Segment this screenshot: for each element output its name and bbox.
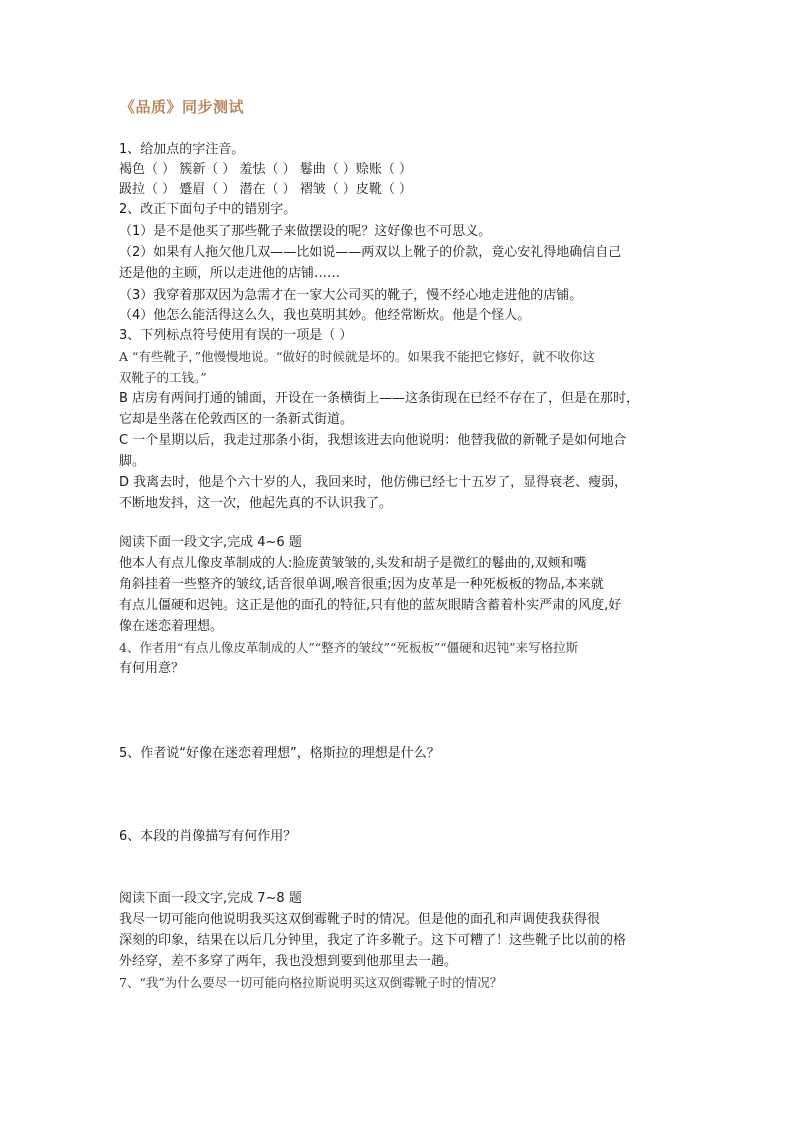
q2-prompt: 2、改正下面句子中的错别字。 bbox=[119, 202, 297, 217]
q2-sentence-3: （3）我穿着那双因为急需才在一家大公司买的靴子，慢不经心地走进他的店铺。 bbox=[119, 288, 583, 303]
q3-option-c-line-2: 脚。 bbox=[119, 454, 146, 469]
passage-1-line-3: 有点儿僵硬和迟钝。这正是他的面孔的特征,只有他的蓝灰眼睛含蓄着朴实严肃的风度,好 bbox=[119, 598, 622, 613]
page-title: 《品质》同步测试 bbox=[120, 98, 245, 116]
q1-row-2: 趿拉（ ） 蹙眉（ ） 潜在（ ） 褶皱（ ）皮靴（ ） bbox=[119, 182, 413, 197]
q2-sentence-1: （1）是不是他买了那些靴子来做摆设的呢？这好像也不可思义。 bbox=[119, 224, 492, 239]
q2-sentence-4: （4）他怎么能活得这么久，我也莫明其妙。他经常断炊。他是个怪人。 bbox=[119, 308, 531, 323]
q2-sentence-2b: 还是他的主顾，所以走进他的店铺…… bbox=[119, 266, 341, 281]
passage-1-line-4: 像在迷恋着理想。 bbox=[119, 619, 224, 634]
passage-1-line-1: 他本人有点儿像皮革制成的人:脸庞黄皱皱的,头发和胡子是微红的鬈曲的,双颊和嘴 bbox=[119, 556, 587, 571]
q3-option-a-line-1: A “有些靴子，”他慢慢地说。“做好的时候就是坏的。如果我不能把它修好，就不收你这 bbox=[119, 349, 595, 364]
q5-prompt: 5、作者说“好像在迷恋着理想”，格斯拉的理想是什么？ bbox=[119, 746, 440, 761]
passage-2-intro: 阅读下面一段文字,完成 7~8 题 bbox=[119, 891, 302, 906]
passage-2-line-3: 外经穿，差不多穿了两年，我也没想到要到他那里去一趟。 bbox=[119, 954, 458, 969]
passage-1-intro: 阅读下面一段文字,完成 4~6 题 bbox=[119, 535, 302, 550]
q4-line-1: 4、作者用“有点儿像皮革制成的人”“整齐的皱纹”“死板板”“僵硬和迟钝”来写格拉斯 bbox=[119, 640, 579, 655]
q1-row-1: 褐色（ ） 簇新（ ） 羞怯（ ） 鬈曲（ ）赊账（ ） bbox=[119, 162, 413, 177]
q2-sentence-2a: （2）如果有人拖欠他几双——比如说——两双以上靴子的价款，竟心安礼得地确信自己 bbox=[119, 245, 622, 260]
passage-2-line-1: 我尽一切可能向他说明我买这双倒霉靴子时的情况。但是他的面孔和声调使我获得很 bbox=[119, 912, 601, 927]
q4-line-2: 有何用意？ bbox=[119, 661, 185, 676]
q3-option-b-line-1: B 店房有两间打通的铺面，开设在一条横街上——这条街现在已经不存在了，但是在那时， bbox=[119, 391, 640, 406]
q3-option-d-line-2: 不断地发抖，这一次，他起先真的不认识我了。 bbox=[119, 496, 393, 511]
q6-prompt: 6、本段的肖像描写有何作用？ bbox=[119, 829, 297, 844]
passage-2-line-2: 深刻的印象，结果在以后几分钟里，我定了许多靴子。这下可糟了！这些靴子比以前的格 bbox=[119, 933, 627, 948]
q3-option-c-line-1: C 一个星期以后，我走过那条小街，我想该进去向他说明：他替我做的新靴子是如何地合 bbox=[119, 433, 627, 448]
q7-prompt: 7、“我”为什么要尽一切可能向格拉斯说明买这双倒霉靴子时的情况？ bbox=[119, 975, 503, 990]
q1-prompt: 1、给加点的字注音。 bbox=[119, 142, 245, 157]
q3-option-d-line-1: D 我离去时，他是个六十岁的人，我回来时，他仿佛已经七十五岁了，显得衰老、瘦弱， bbox=[119, 475, 628, 490]
q3-prompt: 3、下列标点符号使用有误的一项是（ ） bbox=[119, 328, 353, 343]
q3-option-a-line-2: 双靴子的工钱。” bbox=[119, 370, 207, 385]
passage-1-line-2: 角斜挂着一些整齐的皱纹,话音很单调,喉音很重;因为皮革是一种死板板的物品,本来就 bbox=[119, 577, 604, 592]
q3-option-b-line-2: 它却是坐落在伦敦西区的一条新式街道。 bbox=[119, 412, 354, 427]
